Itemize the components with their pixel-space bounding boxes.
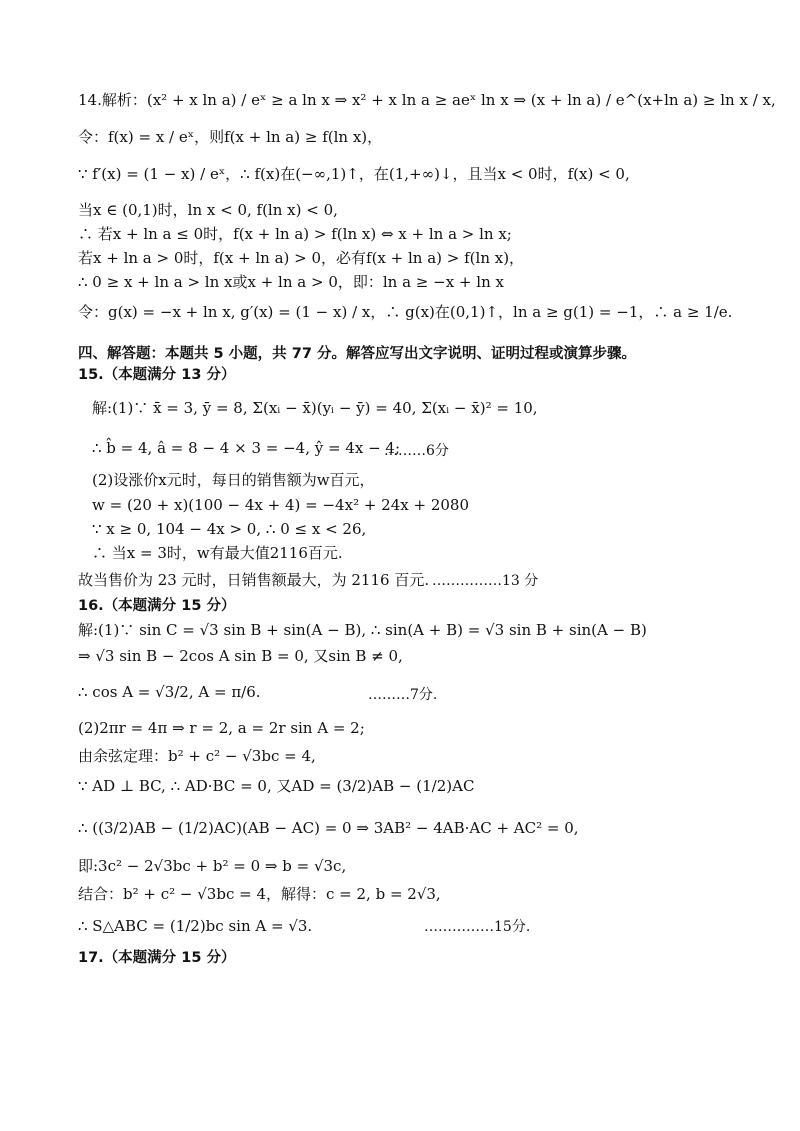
q15-line-7: 故当售价为 23 元时，日销售额最大，为 2116 百元. — [78, 571, 430, 589]
q14-line-2: 令：f(x) = x / eˣ，则f(x + ln a) ≥ f(ln x)， — [78, 128, 383, 146]
q14-line-6: 若x + ln a > 0时，f(x + ln a) > 0，必有f(x + ln a) > f(ln x)， — [78, 249, 525, 267]
section-4-heading: 四、解答题：本题共 5 小题，共 77 分。解答应写出文字说明、证明过程或演算步骤。 — [78, 346, 636, 362]
q16-line-2: ⇒ √3 sin B − 2cos A sin B = 0, 又sin B ≠ 0, — [78, 647, 403, 665]
q14-line-1: 14.解析：(x² + x ln a) / eˣ ≥ a ln x ⇒ x² + x ln a ≥ aeˣ ln x ⇒ (x + ln a) / e^(x+ln a) ≥ ln x / x, — [78, 91, 776, 109]
q16-score-7: ………7分. — [368, 687, 438, 703]
q15-header: 15.（本题满分 13 分） — [78, 367, 236, 383]
q15-line-2: ∴ b̂ = 4, â = 8 − 4 × 3 = −4, ŷ = 4x − 4; — [92, 439, 401, 457]
q15-score-6: ………6分 — [384, 443, 449, 459]
q16-line-8: 即:3c² − 2√3bc + b² = 0 ⇒ b = √3c, — [78, 857, 347, 875]
q16-line-6: ∵ AD ⊥ BC, ∴ AD·BC = 0, 又AD = (3/2)AB − (1/2)AC — [78, 777, 475, 795]
q15-line-4: w = (20 + x)(100 − 4x + 4) = −4x² + 24x + 2080 — [92, 496, 470, 514]
q16-line-5: 由余弦定理：b² + c² − √3bc = 4, — [78, 747, 316, 765]
q16-line-4: (2)2πr = 4π ⇒ r = 2, a = 2r sin A = 2; — [78, 719, 365, 737]
q16-line-9: 结合：b² + c² − √3bc = 4，解得：c = 2, b = 2√3, — [78, 885, 441, 903]
q16-line-1: 解:(1)∵ sin C = √3 sin B + sin(A − B), ∴ sin(A + B) = √3 sin B + sin(A − B) — [78, 621, 647, 639]
q15-line-3: (2)设涨价x元时，每日的销售额为w百元， — [92, 471, 375, 489]
q16-line-10: ∴ S△ABC = (1/2)bc sin A = √3. — [78, 917, 313, 935]
q14-line-4: 当x ∈ (0,1)时，ln x < 0, f(ln x) < 0, — [78, 201, 338, 219]
q15-line-6: ∴ 当x = 3时，w有最大值2116百元. — [92, 544, 343, 562]
q15-line-1: 解:(1)∵ x̄ = 3, ȳ = 8, Σ(xᵢ − x̄)(yᵢ − ȳ) = 40, Σ(xᵢ − x̄)² = 10, — [92, 399, 538, 417]
q17-header: 17.（本题满分 15 分） — [78, 950, 236, 966]
q14-line-8: 令：g(x) = −x + ln x, g′(x) = (1 − x) / x，∴ g(x)在(0,1)↑，ln a ≥ g(1) = −1，∴ a ≥ 1/e. — [78, 303, 733, 321]
q14-line-5: ∴ 若x + ln a ≤ 0时，f(x + ln a) > f(ln x) ⇔ x + ln a > ln x; — [78, 225, 512, 243]
q16-line-3: ∴ cos A = √3/2, A = π/6. — [78, 683, 261, 701]
q15-score-13: ……………13 分 — [432, 573, 539, 589]
q16-score-15: ……………15分. — [424, 919, 531, 935]
q14-line-3: ∵ f′(x) = (1 − x) / eˣ，∴ f(x)在(−∞,1)↑，在(1,+∞)↓，且当x < 0时，f(x) < 0, — [78, 165, 630, 183]
q14-line-7: ∴ 0 ≥ x + ln a > ln x或x + ln a > 0，即：ln a ≥ −x + ln x — [78, 273, 504, 291]
q15-line-5: ∵ x ≥ 0, 104 − 4x > 0, ∴ 0 ≤ x < 26, — [92, 520, 367, 538]
q16-line-7: ∴ ((3/2)AB − (1/2)AC)(AB − AC) = 0 ⇒ 3AB² − 4AB·AC + AC² = 0, — [78, 819, 579, 837]
q16-header: 16.（本题满分 15 分） — [78, 598, 236, 614]
